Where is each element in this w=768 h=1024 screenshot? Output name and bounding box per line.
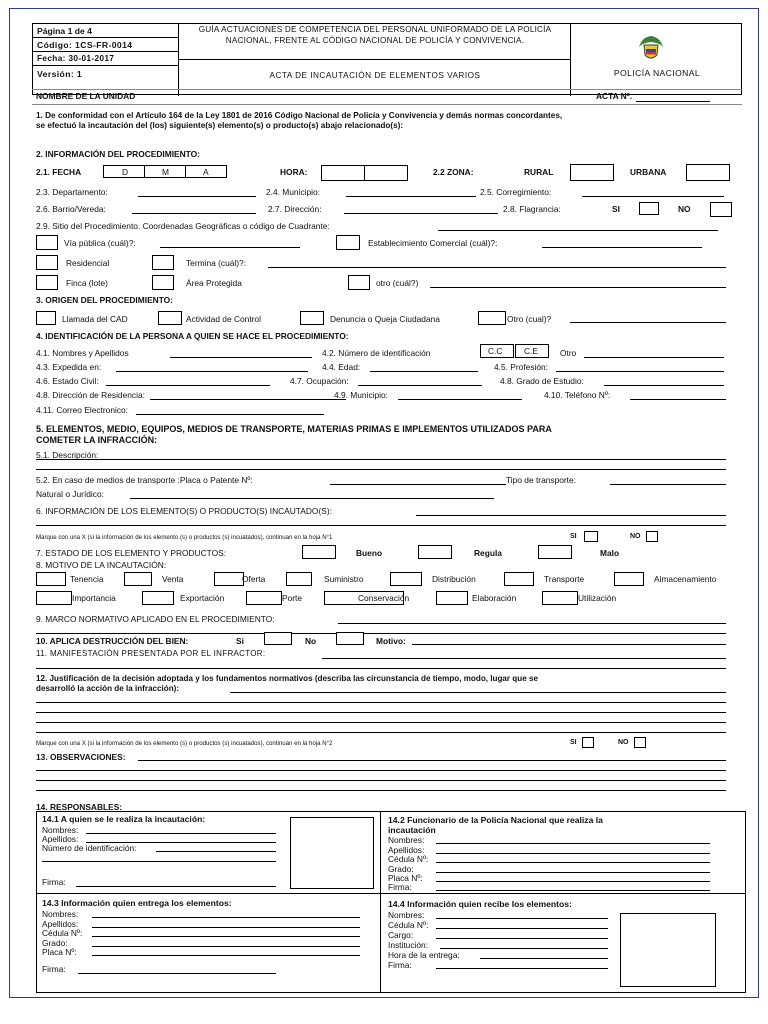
b1-ident: Número de identificación:	[42, 843, 137, 853]
urbana-label: URBANA	[630, 167, 667, 177]
s5-title-1: 5. ELEMENTOS, MEDIO, EQUIPOS, MEDIOS DE TRANSPORTE, MATERIAS PRIMAS E IMPLEMENTOS UTILIZADOS PARA	[36, 424, 552, 434]
motivo-row1-checkbox-1[interactable]	[124, 572, 152, 586]
motivo-row2-label-1: Exportación	[180, 593, 225, 603]
s12-title-2: desarrolló la acción de la infracción):	[36, 684, 180, 693]
finca-label: Finca (lote)	[66, 278, 108, 288]
malo-checkbox[interactable]	[538, 545, 572, 559]
placa-label: 5.2. En caso de medios de transporte :Placa o Patente Nº:	[36, 475, 253, 485]
s7-title: 7. ESTADO DE LOS ELEMENTO Y PRODUCTOS:	[36, 548, 227, 558]
motivo-row1-label-0: Tenencia	[70, 574, 104, 584]
destruccion-no-label: No	[305, 636, 317, 646]
residencia-label: 4.8. Dirección de Residencia:	[36, 390, 145, 400]
flag-si-checkbox[interactable]	[639, 202, 659, 215]
org-name: POLICÍA NACIONAL	[613, 68, 701, 78]
b4-title: 14.4 Información quien recibe los elementos:	[388, 899, 572, 909]
hora-label: HORA:	[280, 167, 308, 177]
b3-cedula: Cédula Nº:	[42, 928, 83, 938]
denuncia-checkbox[interactable]	[300, 311, 324, 325]
grado-label: 4.8. Grado de Estudio:	[500, 376, 584, 386]
destruccion-no-checkbox[interactable]	[336, 632, 364, 645]
motivo-row1-label-5: Transporte	[544, 574, 585, 584]
resid-label: Residencial	[66, 258, 110, 268]
motivo-row2-label-0: Importancia	[72, 593, 116, 603]
fecha-a: A	[203, 167, 209, 177]
b2-firma: Firma:	[388, 882, 412, 892]
term-label: Termina (cuál)?:	[186, 258, 247, 268]
tel-label: 4.10. Teléfono Nº:	[544, 390, 611, 400]
urbana-checkbox[interactable]	[686, 164, 730, 181]
b1-apellidos: Apellidos:	[42, 834, 79, 844]
b4-hora: Hora de la entrega:	[388, 950, 460, 960]
motivo-row1-checkbox-0[interactable]	[36, 572, 66, 586]
bueno-label: Bueno	[356, 548, 383, 558]
motivo-row2-checkbox-2[interactable]	[246, 591, 282, 605]
s5-title-2: COMETER LA INFRACCIÓN:	[36, 435, 158, 445]
civil-label: 4.6. Estado Civil:	[36, 376, 99, 386]
s10-title: 10. APLICA DESTRUCCIÓN DEL BIEN:	[36, 636, 189, 646]
motivo-row1-label-6: Almacenamiento	[654, 574, 717, 584]
fecha-m: M	[162, 167, 169, 177]
b2-cedula: Cédula Nº:	[388, 854, 429, 864]
destruccion-si-label: Si	[236, 636, 244, 646]
b3-firma: Firma:	[42, 964, 66, 974]
exped-label: 4.3. Expedida en:	[36, 362, 102, 372]
s6-si-label: SI	[570, 533, 577, 540]
destruccion-si-checkbox[interactable]	[264, 632, 292, 645]
s12-mark-note: Marque con una X (si la información de los elemento (s) o productos (s) incuatados), continuan en la hoja N°2	[36, 740, 333, 747]
nombres-label: 4.1. Nombres y Apellidos	[36, 348, 129, 358]
barrio-label: 2.6. Barrio/Vereda:	[36, 204, 106, 214]
guide-title: GUÍA ACTUACIONES DE COMPETENCIA DEL PERSONAL UNIFORMADO DE LA POLICÍA NACIONAL, FRENTE AL CÓDIGO NACIONAL DE POLICÍA Y CONVIVENCIA.	[198, 25, 552, 45]
s12-si-label: SI	[570, 739, 577, 746]
flag-si-label: SI	[612, 204, 620, 214]
edad-label: 4.4. Edad:	[322, 362, 361, 372]
depto-label: 2.3. Departamento:	[36, 187, 108, 197]
b4-firma: Firma:	[388, 960, 412, 970]
motivo-row1-label-4: Distribución	[432, 574, 476, 584]
b2-grado: Grado:	[388, 864, 414, 874]
regula-label: Regula	[474, 548, 502, 558]
b4-cedula: Cédula Nº:	[388, 920, 429, 930]
muni-label: 2.4. Municipio:	[266, 187, 320, 197]
b3-apellidos: Apellidos:	[42, 919, 79, 929]
b1-nombres: Nombres:	[42, 825, 79, 835]
ocup-label: 4.7. Ocupación:	[290, 376, 349, 386]
s6-no-checkbox[interactable]	[646, 531, 658, 542]
s14-title: 14. RESPONSABLES:	[36, 802, 123, 812]
s6-no-label: NO	[630, 533, 641, 540]
b2-title-2: incautación	[388, 825, 436, 835]
bueno-checkbox[interactable]	[302, 545, 336, 559]
hora-box-1[interactable]	[321, 165, 365, 181]
motivo-row2-checkbox-4[interactable]	[436, 591, 468, 605]
b1-firma: Firma:	[42, 877, 66, 887]
natural-label: Natural o Jurídico:	[36, 489, 104, 499]
motivo-row2-label-3: Conservación	[358, 593, 410, 603]
s8-title: 8. MOTIVO DE LA INCAUTACIÓN:	[36, 560, 167, 570]
tipo-label: Tipo de transporte:	[506, 475, 576, 485]
s12-title-1: 12. Justificación de la decisión adoptada y los fundamentos normativos (describa las circunstancia de tiempo, modo, lugar que se	[36, 674, 538, 683]
doc-date: Fecha: 30-01-2017	[37, 54, 115, 63]
motivo-row1-label-2: Oferta	[242, 574, 266, 584]
acta-number-label: ACTA Nº.	[596, 91, 633, 101]
motivo-row2-label-2: Porte	[282, 593, 303, 603]
control-checkbox[interactable]	[158, 311, 182, 325]
s11-title: 11. MANIFESTACIÓN PRESENTADA POR EL INFRACTOR:	[36, 649, 266, 658]
ce-label: C.E	[524, 346, 538, 356]
estab-checkbox[interactable]	[336, 235, 360, 250]
fecha-d: D	[122, 167, 129, 177]
estab-label: Establecimiento Comercial (cuál)?:	[368, 238, 498, 248]
motivo-row1-checkbox-2[interactable]	[214, 572, 244, 586]
motivo-row1-checkbox-3[interactable]	[286, 572, 312, 586]
b2-apellidos: Apellidos:	[388, 845, 425, 855]
via-label: Vía pública (cuál)?:	[64, 238, 136, 248]
b4-institucion: Institución:	[388, 940, 429, 950]
motivo-row2-label-5: Utilización	[578, 593, 617, 603]
doc-version: Versión: 1	[37, 69, 83, 79]
flag-no-label: NO	[678, 204, 691, 214]
regula-checkbox[interactable]	[418, 545, 452, 559]
rural-label: RURAL	[524, 167, 554, 177]
origen-otro-checkbox[interactable]	[478, 311, 506, 325]
fecha-label: 2.1. FECHA	[36, 167, 82, 177]
b3-grado: Grado:	[42, 938, 68, 948]
correo-label: 4.11. Correo Electronico:	[36, 405, 129, 415]
term-checkbox[interactable]	[152, 255, 174, 270]
s1-text-1: 1. De conformidad con el Artículo 164 de la Ley 1801 de 2016 Código Nacional de Policía y Convivencia y demás normas concordantes,	[36, 111, 563, 120]
motivo-row2-checkbox-5[interactable]	[542, 591, 578, 605]
s9-title: 9. MARCO NORMATIVO APLICADO EN EL PROCEDIMIENTO:	[36, 614, 275, 624]
b4-cargo: Cargo:	[388, 930, 414, 940]
motivo-row1-label-1: Venta	[162, 574, 184, 584]
motivo-row2-checkbox-1[interactable]	[142, 591, 174, 605]
flag-no-checkbox[interactable]	[710, 202, 732, 217]
via-checkbox[interactable]	[36, 235, 58, 250]
motivo-label: Motivo:	[376, 636, 406, 646]
s2-title: 2. INFORMACIÓN DEL PROCEDIMIENTO:	[36, 149, 200, 159]
rural-checkbox[interactable]	[570, 164, 614, 181]
cad-label: Llamada del CAD	[62, 314, 128, 324]
zona-label: 2.2 ZONA:	[433, 167, 474, 177]
b2-nombres: Nombres:	[388, 835, 425, 845]
b3-placa: Placa Nº:	[42, 947, 77, 957]
police-crest-icon	[636, 33, 666, 63]
cad-checkbox[interactable]	[36, 311, 56, 325]
b2-placa: Placa Nº:	[388, 873, 423, 883]
motivo-row1-checkbox-6[interactable]	[614, 572, 644, 586]
resid-checkbox[interactable]	[36, 255, 58, 270]
malo-label: Malo	[600, 548, 620, 558]
b3-title: 14.3 Información quien entrega los elementos:	[42, 898, 232, 908]
s13-title: 13. OBSERVACIONES:	[36, 752, 126, 762]
b3-nombres: Nombres:	[42, 909, 79, 919]
s1-text-2: se efectuó la incautación del (los) siguiente(s) elemento(s) o producto(s) abajo relacionado(s):	[36, 121, 404, 130]
otro-sitio-checkbox[interactable]	[348, 275, 370, 290]
s6-title: 6. INFORMACIÓN DE LOS ELEMENTO(S) O PRODUCTO(S) INCAUTADO(S):	[36, 506, 332, 516]
prof-label: 4.5. Profesión:	[494, 362, 549, 372]
doc-code: Código: 1CS-FR-0014	[37, 40, 133, 50]
otro-ident-label: Otro	[560, 348, 577, 358]
area-checkbox[interactable]	[152, 275, 174, 290]
s6-si-checkbox[interactable]	[584, 531, 598, 542]
b1-title: 14.1 A quien se le realiza la incautación:	[42, 814, 206, 824]
dir-label: 2.7. Dirección:	[268, 204, 322, 214]
s4-title: 4. IDENTIFICACIÓN DE LA PERSONA A QUIEN SE HACE EL PROCEDIMIENTO:	[36, 331, 349, 341]
s3-title: 3. ORIGEN DEL PROCEDIMIENTO:	[36, 295, 173, 305]
otro-sitio-label: otro (cuál?)	[376, 278, 419, 288]
s12-no-label: NO	[618, 739, 629, 746]
b4-fingerprint-box[interactable]	[620, 913, 716, 987]
unit-label: NOMBRE DE LA UNIDAD	[36, 91, 136, 101]
motivo-row1-label-3: Suministro	[324, 574, 364, 584]
s12-si-checkbox[interactable]	[582, 737, 594, 748]
muni4-label: 4.9. Municipio:	[334, 390, 388, 400]
hora-box-2[interactable]	[364, 165, 408, 181]
area-label: Área Protegida	[186, 278, 242, 288]
motivo-row1-checkbox-4[interactable]	[390, 572, 422, 586]
origen-otro-label: Otro (cual)?	[507, 314, 552, 324]
act-title: ACTA DE INCAUTACIÓN DE ELEMENTOS VARIOS	[269, 71, 481, 80]
b1-fingerprint-box[interactable]	[290, 817, 374, 889]
b4-nombres: Nombres:	[388, 910, 425, 920]
b2-title-1: 14.2 Funcionario de la Policía Nacional que realiza la	[388, 815, 603, 825]
ident-label: 4.2. Número de identificación	[322, 348, 431, 358]
denuncia-label: Denuncia o Queja Ciudadana	[330, 314, 440, 324]
cc-label: C.C	[488, 346, 503, 356]
page-number: Página 1 de 4	[37, 26, 92, 36]
motivo-row2-label-4: Elaboración	[472, 593, 517, 603]
form-page	[9, 8, 759, 998]
desc-label: 5.1. Descripción:	[36, 450, 99, 460]
s12-no-checkbox[interactable]	[634, 737, 646, 748]
flagrancia-label: 2.8. Flagrancia:	[503, 204, 561, 214]
motivo-row1-checkbox-5[interactable]	[504, 572, 534, 586]
motivo-row2-checkbox-0[interactable]	[36, 591, 72, 605]
s6-mark-note: Marque con una X (si la información de los elemento (s) o productos (s) incuatados), continuan en la hoja N°1	[36, 534, 333, 541]
control-label: Actividad de Control	[186, 314, 261, 324]
sitio-label: 2.9. Sitio del Procedimiento. Coordenadas Geográficas o código de Cuadrante:	[36, 221, 330, 231]
finca-checkbox[interactable]	[36, 275, 58, 290]
correg-label: 2.5. Corregimiento:	[480, 187, 552, 197]
